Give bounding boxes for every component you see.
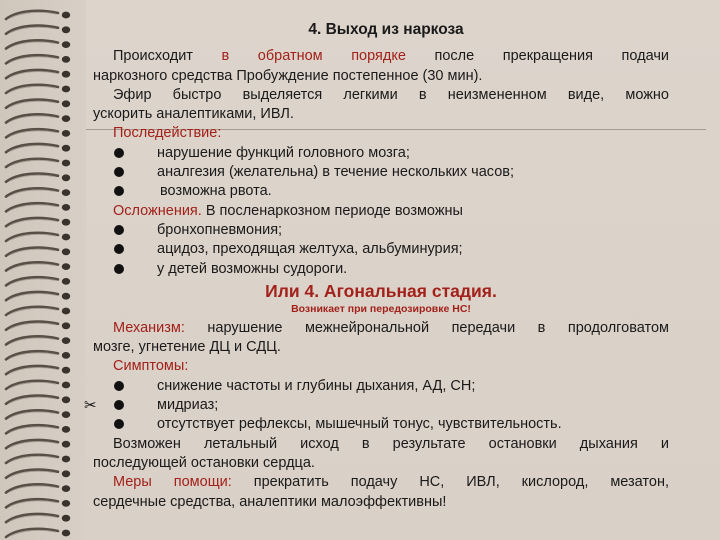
binding-ring — [6, 100, 70, 108]
binding-ring — [6, 218, 70, 226]
complications-label: Осложнения. — [113, 202, 202, 219]
binding-ring — [6, 85, 70, 93]
binding-ring — [6, 514, 70, 522]
list-item: аналгезия (желательна) в течение нескольких часов; — [93, 163, 669, 182]
binding-ring — [6, 188, 70, 196]
spiral-binding — [0, 0, 86, 540]
binding-ring — [6, 174, 70, 182]
agonal-subheading: Возникает при передозировке НС! — [291, 302, 471, 315]
binding-ring — [6, 262, 70, 270]
binding-ring — [6, 307, 70, 315]
binding-ring — [6, 277, 70, 285]
slide-title: 4. Выход из наркоза — [308, 21, 464, 38]
para-occurs-line2: наркозного средства Пробуждение постепенное (30 мин). — [93, 67, 483, 84]
binding-ring — [6, 425, 70, 433]
bullet-icon — [114, 148, 124, 158]
binding-ring — [6, 322, 70, 330]
help-line1: Меры помощи: прекратить подачу НС, ИВЛ, кислород, мезатон, — [113, 474, 669, 491]
list-item: ацидоз, преходящая желтуха, альбуминурия; — [93, 240, 669, 259]
lethal-line2: последующей остановки сердца. — [93, 454, 315, 471]
aftereffect-label: Последействие: — [113, 125, 222, 142]
help-label: Меры помощи: — [113, 474, 232, 491]
para-ether-line2: ускорить аналептиками, ИВЛ. — [93, 106, 294, 123]
word: Происходит — [113, 48, 193, 65]
binding-ring — [6, 55, 70, 63]
binding-ring — [6, 410, 70, 418]
list-item: снижение частоты и глубины дыхания, АД, СН; — [93, 377, 669, 396]
word: прекращения — [502, 48, 593, 65]
bullet-icon — [114, 186, 124, 196]
scissors-icon: ✂ — [84, 396, 97, 415]
mechanism-label: Механизм: — [113, 319, 185, 336]
binding-ring — [6, 26, 70, 34]
bullet-icon — [114, 419, 124, 429]
list-item: бронхопневмония; — [93, 221, 669, 240]
binding-ring — [6, 470, 70, 478]
binding-ring — [6, 129, 70, 137]
list-item: у детей возможны судороги. — [93, 260, 669, 279]
word-red: порядке — [351, 48, 406, 65]
binding-ring — [6, 248, 70, 256]
bullet-icon — [114, 400, 124, 410]
list-item: нарушение функций головного мозга; — [93, 144, 669, 163]
binding-ring — [6, 159, 70, 167]
binding-ring — [6, 351, 70, 359]
word: подачи — [621, 48, 670, 65]
bullet-icon — [114, 381, 124, 391]
binding-ring — [6, 40, 70, 48]
binding-ring — [6, 499, 70, 507]
binding-ring — [6, 233, 70, 241]
agonal-heading: Или 4. Агональная стадия. — [265, 280, 497, 301]
mechanism-line2: мозге, угнетение ДЦ и СДЦ. — [93, 339, 281, 356]
bullet-icon — [114, 225, 124, 235]
binding-ring — [6, 203, 70, 211]
list-item: отсутствует рефлексы, мышечный тонус, чувствительность. — [93, 415, 669, 434]
bullet-icon — [114, 244, 124, 254]
binding-ring — [6, 292, 70, 300]
binding-ring — [6, 114, 70, 122]
mechanism-line1: Механизм: нарушение межнейрональной передачи в продолговатом — [113, 319, 669, 336]
word-red: в — [221, 48, 230, 65]
word-red: обратном — [257, 48, 323, 65]
binding-ring — [6, 144, 70, 152]
binding-ring — [6, 455, 70, 463]
bullet-icon — [114, 264, 124, 274]
binding-ring — [6, 484, 70, 492]
binding-ring — [6, 381, 70, 389]
para-occurs-line1 — [93, 47, 669, 66]
list-item: возможна рвота. — [93, 182, 669, 201]
list-item: ✂ мидриаз; — [84, 396, 219, 415]
binding-ring — [6, 529, 70, 537]
slide-content — [84, 20, 670, 512]
word: после — [434, 48, 475, 65]
binding-ring — [6, 11, 70, 19]
bullet-icon — [114, 167, 124, 177]
binding-ring — [6, 70, 70, 78]
binding-ring — [6, 336, 70, 344]
complications-line: Осложнения. В посленаркозном периоде возможны — [113, 202, 463, 219]
binding-ring — [6, 396, 70, 404]
binding-ring — [6, 440, 70, 448]
para-ether-line1: Эфир быстро выделяется легкими в неизмененном виде, можно — [113, 86, 669, 103]
help-line2: сердечные средства, аналептики малоэффективны! — [93, 493, 447, 510]
symptoms-label: Симптомы: — [113, 358, 189, 375]
binding-ring — [6, 366, 70, 374]
lethal-line1: Возможен летальный исход в результате остановки дыхания и — [113, 435, 669, 452]
